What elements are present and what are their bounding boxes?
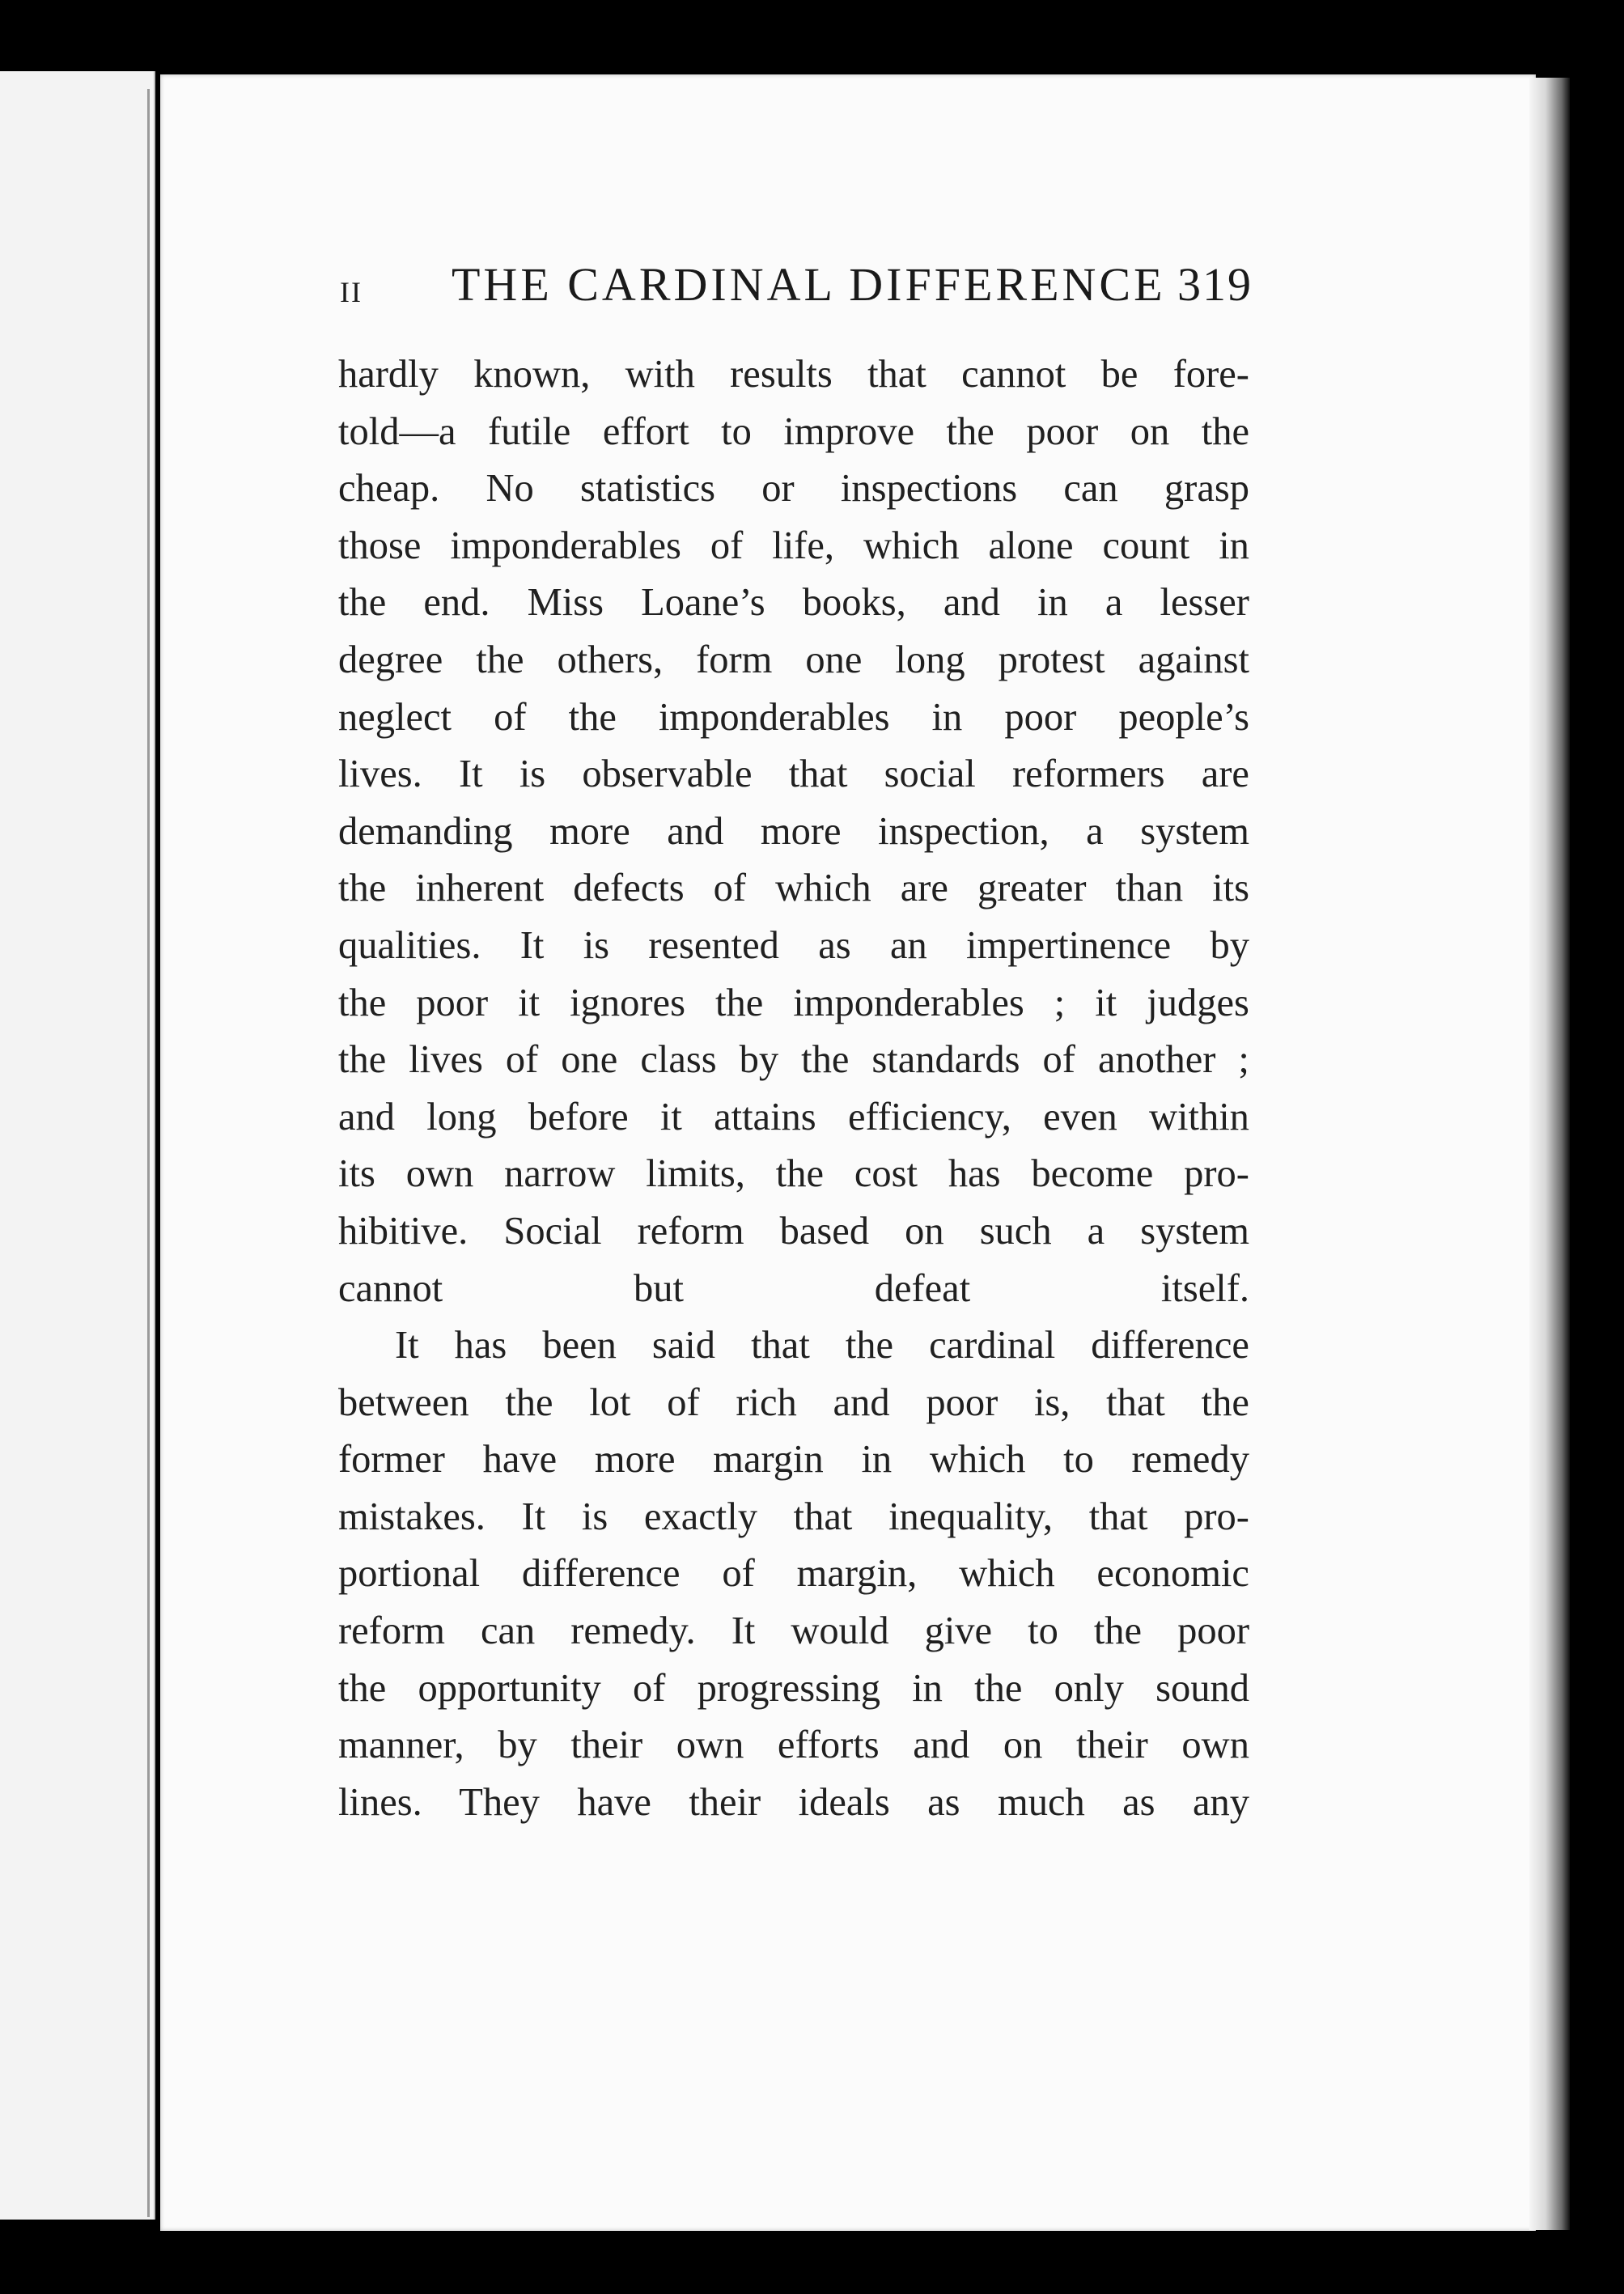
text-line: degree the others, form one long protest against: [338, 638, 1249, 681]
text-line: those imponderables of life, which alone count in: [338, 524, 1249, 567]
text-line: manner, by their own efforts and on their own: [338, 1724, 1249, 1767]
text-line: demanding more and more inspection, a system: [338, 809, 1249, 853]
body-text: [338, 346, 1249, 1831]
text-line: and long before it attains efficiency, even within: [338, 1095, 1249, 1139]
text-line: reform can remedy. It would give to the poor: [338, 1609, 1249, 1653]
text-line: cheap. No statistics or inspections can grasp: [338, 467, 1249, 511]
text-line: It has been said that the cardinal difference: [395, 1324, 1249, 1367]
text-line: lives. It is observable that social reformers are: [338, 753, 1249, 796]
text-line: its own narrow limits, the cost has become pro-: [338, 1152, 1249, 1196]
running-title: THE CARDINAL DIFFERENCE: [452, 258, 1166, 311]
text-line: former have more margin in which to remedy: [338, 1438, 1249, 1482]
text-line: hardly known, with results that cannot be fore-: [338, 353, 1249, 396]
gutter-shadow: [147, 89, 150, 2217]
text-line: told—a futile effort to improve the poor on the: [338, 409, 1249, 453]
text-line: mistakes. It is exactly that inequality, that pro-: [338, 1495, 1249, 1538]
text-line: between the lot of rich and poor is, that the: [338, 1380, 1249, 1424]
text-line: the lives of one class by the standards of another ;: [338, 1038, 1249, 1082]
page-number: 319: [1177, 258, 1253, 311]
text-line: the poor it ignores the imponderables ; it judges: [338, 981, 1249, 1024]
text-line: the inherent defects of which are greater than its: [338, 867, 1249, 910]
text-line: lines. They have their ideals as much as any: [338, 1780, 1249, 1824]
text-line: the end. Miss Loane’s books, and in a lesser: [338, 581, 1249, 625]
facing-page-edge: [0, 71, 155, 2220]
text-line: the opportunity of progressing in the only sound: [338, 1666, 1249, 1710]
text-line: portional difference of margin, which economic: [338, 1552, 1249, 1596]
running-header: [338, 257, 1253, 322]
chapter-signature: II: [340, 276, 363, 308]
text-line: cannot but defeat itself.: [338, 1266, 1249, 1310]
text-line: qualities. It is resented as an impertinence by: [338, 923, 1249, 967]
text-line: neglect of the imponderables in poor people’s: [338, 695, 1249, 739]
page-edge-shadow: [1529, 78, 1570, 2230]
text-line: hibitive. Social reform based on such a system: [338, 1209, 1249, 1253]
